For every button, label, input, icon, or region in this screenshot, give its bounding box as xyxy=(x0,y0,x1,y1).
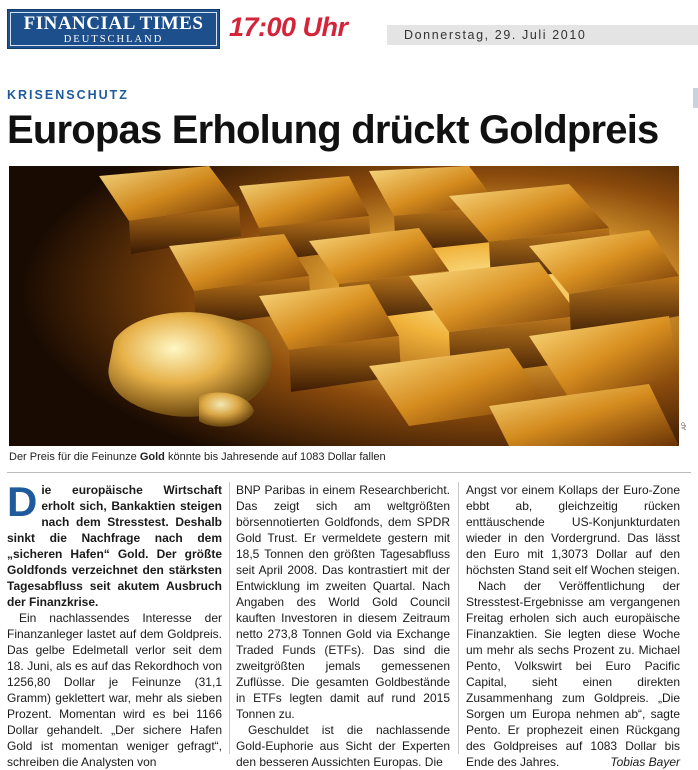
photo-caption xyxy=(9,451,386,463)
article-column-3 xyxy=(466,482,680,770)
column-3-paragraph-2-text: Nach der Veröffentlichung der Stresstest-Ergebnisse am vergangenen Freitag erholen sich auch europäische Finanzaktien. Sie legten diese Woche um mehr als sechs Prozent zu. Michael Pento, Volkswirt bei Euro Pacific Capital, sieht einen direkten Zusammenhang zum Goldpreis. „Die Sorgen um Europa nehmen ab“, sagte Pento. Er prophezeit einen Rückgang des Goldpreises auf 1083 Dollar bis Ende des Jahres. xyxy=(466,579,680,769)
scrollbar-thumb[interactable] xyxy=(693,88,698,108)
column-1-paragraph: Ein nachlassendes Interesse der Finanzanleger lastet auf dem Goldpreis. Das gelbe Edelmetall verlor seit dem 18. Juni, als es auf das Rekordhoch von 1256,80 Dollar je Feinunze (31,1 Gramm) geklettert war, mehr als sieben Prozent. Momentan wird es bei 1166 Dollar gehandelt. „Der sichere Hafen Gold ist momentan weniger gefragt“, schreiben die Analysten von xyxy=(7,611,222,769)
dropcap-letter: D xyxy=(7,478,38,525)
edition-time: 17:00 Uhr xyxy=(229,12,348,42)
caption-bold-word: Gold xyxy=(139,451,165,463)
article-column-1 xyxy=(7,478,222,770)
column-2-paragraph-2: Geschuldet ist die nachlassende Gold-Euphorie aus Sicht der Experten den besseren Aussichten Europas. Die xyxy=(236,723,450,769)
gold-bars-illustration xyxy=(9,166,679,446)
article-column-2 xyxy=(236,482,450,770)
column-divider-2 xyxy=(458,482,459,754)
article-kicker: KRISENSCHUTZ xyxy=(7,88,129,102)
masthead-logo[interactable] xyxy=(7,9,220,49)
date-bar xyxy=(387,25,698,45)
masthead-subtitle: DEUTSCHLAND xyxy=(63,34,164,45)
column-2-paragraph-1: BNP Paribas in einem Researchbericht. Das zeigt sich am weltgrößten börsennotierten Goldfonds, dem SPDR Gold Trust. Er vermeldete gestern mit 18,5 Tonnen den größten Tagesabfluss seit April 2008. Das kontrastiert mit der Entwicklung im zweiten Quartal. Nach Angaben des World Gold Council kauften Investoren in diesem Zeitraum netto 273,8 Tonnen Gold via Exchange Traded Funds (ETFs). Das sind die zweitgrößten jemals gemessenen Zuflüsse. Die gesamten Goldbestände in ETFs legten damit auf rund 2015 Tonnen zu. xyxy=(236,483,450,721)
caption-text-end: könnte bis Jahresende auf 1083 Dollar fallen xyxy=(164,451,386,463)
article-lead xyxy=(7,478,222,610)
caption-text-start: Der Preis für die Feinunze xyxy=(9,451,140,463)
masthead-title: FINANCIAL TIMES xyxy=(23,13,204,34)
column-3-paragraph-1: Angst vor einem Kollaps der Euro-Zone ebbt ab, gleichzeitig rücken enttäuschende US-Konjunkturdaten wieder in den Vordergrund. Das lässt den Euro mit 1,3073 Dollar auf den höchsten Stand seit elf Wochen steigen. xyxy=(466,483,680,577)
photo-credit: AP xyxy=(682,421,688,430)
article-photo-gold-bars xyxy=(9,166,679,446)
date-text: Donnerstag, 29. Juli 2010 xyxy=(404,28,587,42)
lead-text: ie europäische Wirtschaft erholt sich, Bankaktien steigen nach dem Stresstest. Deshalb sinkt die Nachfrage nach dem „sicheren Hafen“ Gold. Der größte Goldfonds verzeichnet den stärksten Tagesabfluss seit akutem Ausbruch der Finanzkrise. xyxy=(7,483,222,609)
author-name: Tobias Bayer xyxy=(610,755,680,769)
caption-divider xyxy=(7,472,691,473)
column-3-paragraph-2 xyxy=(466,578,680,770)
article-headline: Europas Erholung drückt Goldpreis xyxy=(7,108,659,152)
column-divider-1 xyxy=(229,482,230,754)
